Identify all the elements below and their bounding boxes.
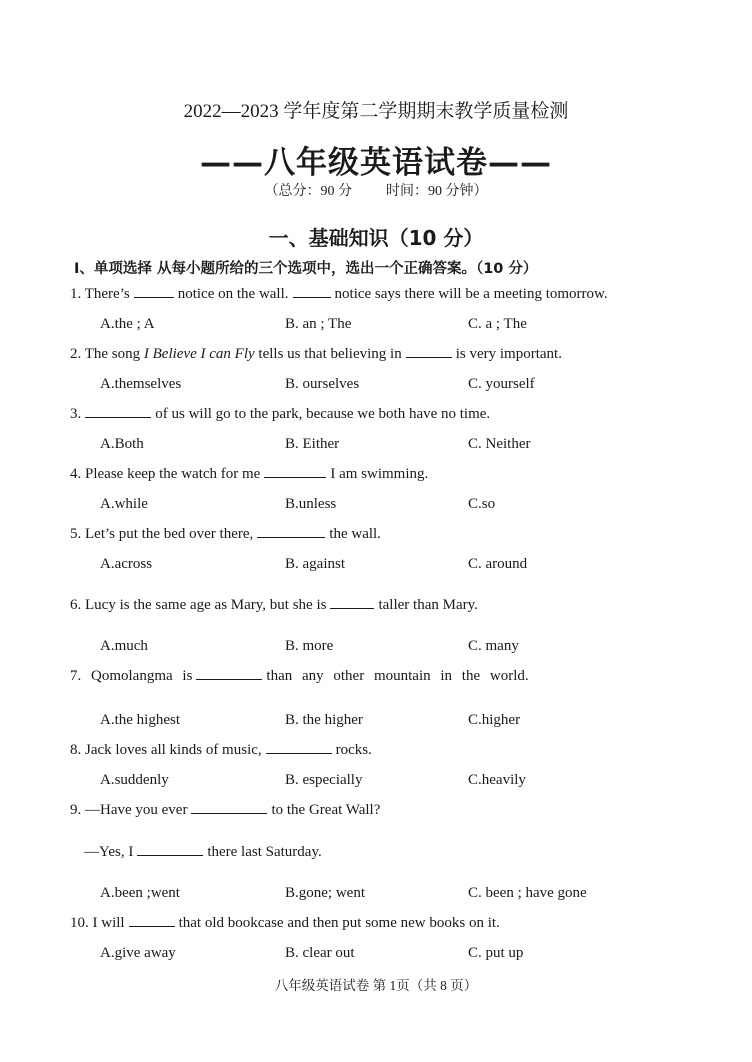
- question-text: to the Great Wall?: [271, 802, 381, 818]
- option-b: B. clear out: [285, 945, 355, 961]
- question-9: [70, 802, 380, 819]
- question-10: [70, 915, 500, 932]
- exam-time: 时间：90 分钟）: [386, 184, 488, 199]
- answer-blank: [191, 812, 267, 814]
- option-b: B.gone; went: [285, 885, 365, 901]
- answer-blank: [330, 607, 374, 609]
- question-text: of us will go to the park, because we both have no time.: [155, 406, 491, 422]
- question-text: is very important.: [455, 346, 562, 362]
- answer-blank: [264, 476, 326, 478]
- answer-blank: [137, 854, 203, 856]
- option-a: A.much: [100, 638, 148, 654]
- option-a: A.themselves: [100, 376, 182, 392]
- option-a: A.suddenly: [100, 772, 169, 788]
- question-text: 2. The song: [70, 346, 144, 362]
- question-7: [70, 668, 529, 685]
- answer-blank: [293, 296, 331, 298]
- question-text: notice on the wall.: [177, 286, 289, 302]
- option-b: B. more: [285, 638, 334, 654]
- option-b: B.unless: [285, 496, 337, 512]
- question-text: 1. There’s: [70, 286, 130, 302]
- question-9-reply: [84, 844, 322, 861]
- option-a: A.Both: [100, 436, 144, 452]
- question-text: there last Saturday.: [207, 844, 322, 860]
- question-text: tells us that believing in: [254, 346, 402, 362]
- exam-title-line2: ——八年级英语试卷——: [200, 145, 552, 181]
- question-5: [70, 526, 381, 543]
- option-c: C. many: [468, 638, 519, 654]
- section-instruction: Ⅰ、单项选择 从每小题所给的三个选项中，选出一个正确答案。（10 分）: [74, 261, 538, 277]
- question-text: than any other mountain in the world.: [266, 668, 529, 684]
- question-text: 5. Let’s put the bed over there,: [70, 526, 254, 542]
- option-b: B. Either: [285, 436, 340, 452]
- option-b: B. especially: [285, 772, 363, 788]
- question-2: [70, 346, 562, 363]
- answer-blank: [196, 678, 262, 680]
- option-a: A.the ; A: [100, 316, 155, 332]
- option-c: C. Neither: [468, 436, 531, 452]
- page-footer: 八年级英语试卷 第 1页（共 8 页）: [274, 978, 478, 993]
- answer-blank: [266, 752, 332, 754]
- option-c: C. put up: [468, 945, 524, 961]
- question-text: 3.: [70, 406, 82, 422]
- answer-blank: [129, 925, 175, 927]
- option-c: C. around: [468, 556, 528, 572]
- question-text: 4. Please keep the watch for me: [70, 466, 261, 482]
- section-heading: 一、基础知识（10 分）: [268, 226, 484, 250]
- option-c: C. yourself: [468, 376, 535, 392]
- question-text: the wall.: [329, 526, 381, 542]
- option-c: C.so: [468, 496, 496, 512]
- question-text: taller than Mary.: [378, 597, 478, 613]
- option-a: A.give away: [100, 945, 176, 961]
- answer-blank: [85, 416, 151, 418]
- option-c: C.heavily: [468, 772, 526, 788]
- question-text: I am swimming.: [330, 466, 429, 482]
- answer-blank: [257, 536, 325, 538]
- question-text: 10. I will: [70, 915, 125, 931]
- question-1: [70, 286, 608, 303]
- option-b: B. the higher: [285, 712, 363, 728]
- answer-blank: [134, 296, 174, 298]
- option-a: A.been ;went: [100, 885, 180, 901]
- option-b: B. ourselves: [285, 376, 360, 392]
- question-6: [70, 597, 478, 614]
- question-4: [70, 466, 428, 483]
- option-c: C. been ; have gone: [468, 885, 587, 901]
- option-c: C.higher: [468, 712, 521, 728]
- song-title: I Believe I can Fly: [143, 346, 255, 362]
- question-text: 7. Qomolangma is: [70, 668, 193, 684]
- question-text: 8. Jack loves all kinds of music,: [70, 742, 262, 758]
- question-text: rocks.: [335, 742, 372, 758]
- question-text: that old bookcase and then put some new books on it.: [178, 915, 500, 931]
- question-8: [70, 742, 372, 759]
- exam-score-time: [0, 180, 752, 200]
- option-c: C. a ; The: [468, 316, 527, 332]
- option-a: A.across: [100, 556, 153, 572]
- question-text: notice says there will be a meeting tomorrow.: [334, 286, 608, 302]
- question-text: —Yes, I: [84, 844, 134, 860]
- option-b: B. an ; The: [285, 316, 352, 332]
- question-3: [70, 406, 490, 423]
- question-text: 9. —Have you ever: [70, 802, 188, 818]
- option-b: B. against: [285, 556, 345, 572]
- question-text: 6. Lucy is the same age as Mary, but she is: [70, 597, 327, 613]
- total-score: （总分：90 分: [264, 184, 352, 199]
- option-a: A.the highest: [100, 712, 180, 728]
- answer-blank: [406, 356, 452, 358]
- exam-title-line1: 2022—2023 学年度第二学期期末教学质量检测: [183, 101, 569, 122]
- option-a: A.while: [100, 496, 148, 512]
